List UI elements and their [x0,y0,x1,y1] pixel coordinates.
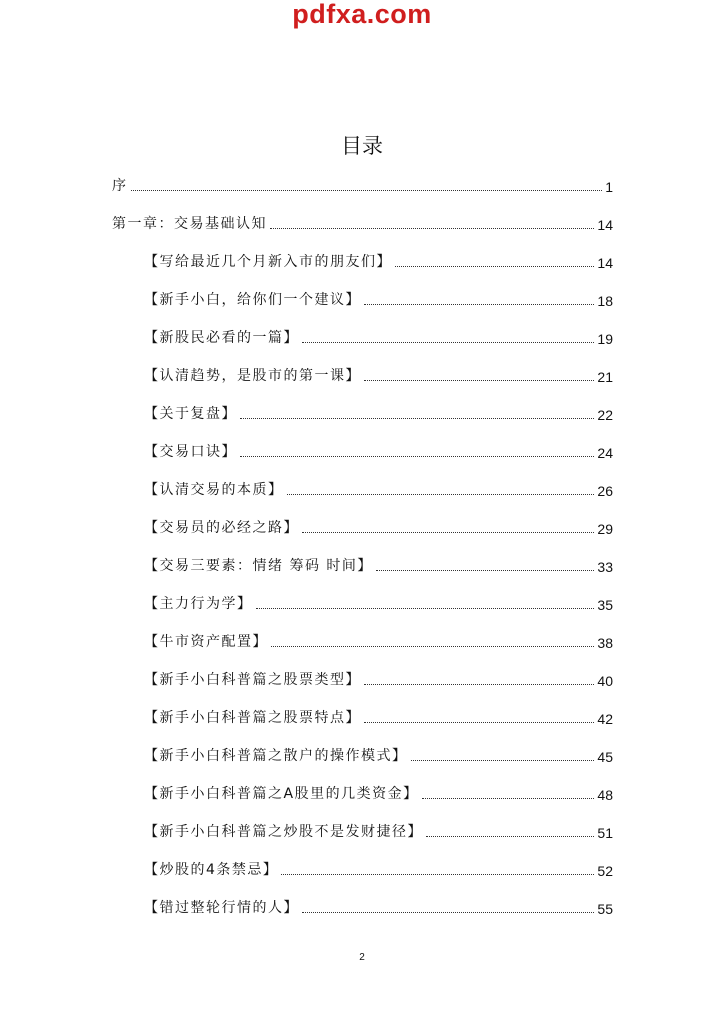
toc-entry[interactable] [144,555,613,575]
toc-entry-label: 【新手小白科普篇之炒股不是发财捷径】 [144,824,423,840]
toc-entry-label: 【错过整轮行情的人】 [144,900,299,916]
toc-entry-label: 【认清交易的本质】 [144,482,284,498]
toc-entry[interactable] [144,365,613,385]
toc-entry-page: 38 [597,635,613,651]
toc-entry-page: 14 [597,255,613,271]
page-title: 目录 [341,134,383,158]
toc-entry-page: 14 [597,217,613,233]
toc-entry-page: 48 [597,787,613,803]
toc-leader-dots [364,380,594,381]
toc-entry-page: 51 [597,825,613,841]
toc-entry-label: 第一章：交易基础认知 [112,216,267,232]
toc-leader-dots [364,304,594,305]
toc-entry-label: 【交易员的必经之路】 [144,520,299,536]
toc-entry[interactable] [144,517,613,537]
toc-leader-dots [287,494,595,495]
toc-leader-dots [302,912,594,913]
toc-entry-label: 【新手小白科普篇之股票特点】 [144,710,361,726]
toc-entry-label: 【交易口诀】 [144,444,237,460]
toc-entry-label: 【主力行为学】 [144,596,253,612]
toc-entry-page: 35 [597,597,613,613]
toc-entry[interactable] [144,251,613,271]
toc-leader-dots [271,646,594,647]
toc-entry[interactable] [144,327,613,347]
toc-entry[interactable] [144,289,613,309]
toc-entry-label: 【牛市资产配置】 [144,634,268,650]
toc-entry[interactable] [144,783,613,803]
toc-entry[interactable] [144,441,613,461]
toc-entry-page: 52 [597,863,613,879]
toc-entry[interactable] [144,707,613,727]
toc-entry-page: 1 [605,179,613,195]
toc-entry[interactable] [112,213,613,233]
toc-leader-dots [131,190,603,191]
toc-entry[interactable] [144,403,613,423]
toc-entry-page: 22 [597,407,613,423]
toc-entry[interactable] [144,821,613,841]
toc-entry-label: 【交易三要素：情绪 筹码 时间】 [144,558,373,574]
toc-leader-dots [411,760,595,761]
toc-entry[interactable] [144,479,613,499]
watermark-logo: pdfxa.com [292,0,432,29]
toc-entry-page: 42 [597,711,613,727]
toc-entry-page: 40 [597,673,613,689]
toc-entry[interactable] [144,859,613,879]
toc-entry-label: 【新手小白科普篇之散户的操作模式】 [144,748,408,764]
toc-entry[interactable] [144,745,613,765]
toc-entry-page: 19 [597,331,613,347]
toc-entry-page: 33 [597,559,613,575]
toc-entry-label: 【关于复盘】 [144,406,237,422]
toc-entry[interactable] [144,669,613,689]
toc-leader-dots [281,874,594,875]
toc-entry-page: 55 [597,901,613,917]
toc-entry-label: 【新股民必看的一篇】 [144,330,299,346]
toc-entry-label: 【新手小白科普篇之A股里的几类资金】 [144,786,419,802]
toc-entry[interactable] [144,631,613,651]
toc-leader-dots [302,532,594,533]
toc-entry-label: 【新手小白，给你们一个建议】 [144,292,361,308]
toc-leader-dots [426,836,594,837]
toc-entry[interactable] [144,897,613,917]
toc-leader-dots [376,570,595,571]
toc-entry-label: 序 [112,178,128,194]
toc-entry[interactable] [144,593,613,613]
toc-leader-dots [364,684,594,685]
toc-leader-dots [240,418,594,419]
toc-leader-dots [364,722,594,723]
toc-entry-page: 26 [597,483,613,499]
page-number: 2 [359,952,365,963]
toc-entry[interactable] [112,175,613,195]
toc-leader-dots [302,342,594,343]
toc-entry-label: 【新手小白科普篇之股票类型】 [144,672,361,688]
toc-leader-dots [240,456,594,457]
toc-entry-page: 18 [597,293,613,309]
toc-entry-label: 【认清趋势，是股市的第一课】 [144,368,361,384]
toc-entry-label: 【写给最近几个月新入市的朋友们】 [144,254,392,270]
toc-entry-page: 21 [597,369,613,385]
toc-entry-page: 45 [597,749,613,765]
toc-entry-page: 29 [597,521,613,537]
toc-entry-page: 24 [597,445,613,461]
toc-leader-dots [395,266,594,267]
toc-entry-label: 【炒股的4条禁忌】 [144,862,279,878]
toc-leader-dots [256,608,595,609]
toc-leader-dots [270,228,594,229]
toc-leader-dots [422,798,595,799]
